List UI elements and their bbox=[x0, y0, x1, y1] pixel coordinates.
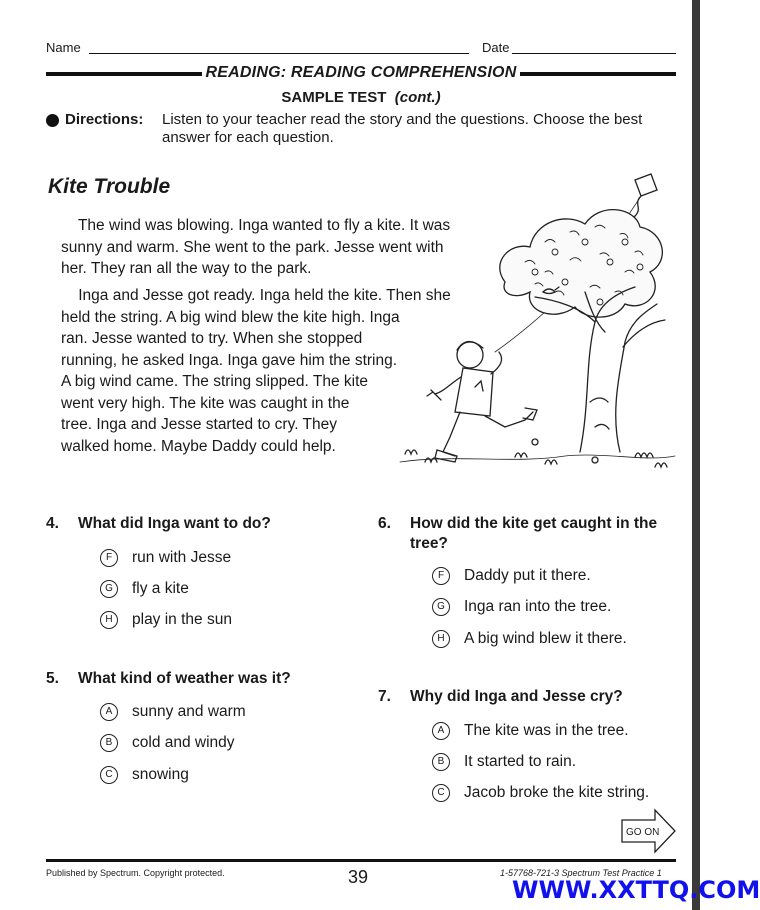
story-paragraph-2 bbox=[61, 285, 451, 457]
story-line: sunny and warm. She went to the park. Jesse went with bbox=[61, 238, 444, 256]
kite-tree-illustration bbox=[395, 172, 680, 477]
directions-label: Directions: bbox=[65, 111, 144, 128]
answer-bubble[interactable]: C bbox=[432, 784, 450, 802]
story-line: her. They ran all the way to the park. bbox=[61, 260, 312, 277]
go-on-label: GO ON bbox=[626, 827, 660, 838]
question-text bbox=[78, 514, 271, 534]
question-text-line: What kind of weather was it? bbox=[78, 670, 291, 687]
answer-text: snowing bbox=[132, 766, 189, 783]
story-line: walked home. Maybe Daddy could help. bbox=[61, 437, 336, 455]
subtitle bbox=[46, 89, 676, 106]
story-paragraph-1 bbox=[61, 215, 450, 280]
answer-bubble[interactable]: A bbox=[432, 722, 450, 740]
footer-publisher: Published by Spectrum. Copyright protected. bbox=[46, 868, 225, 878]
story-line: went very high. The kite was caught in the bbox=[61, 394, 350, 412]
subtitle-cont: (cont.) bbox=[394, 89, 441, 106]
answer-bubble[interactable]: G bbox=[432, 598, 450, 616]
question-number: 6. bbox=[378, 515, 391, 532]
section-title bbox=[46, 64, 676, 84]
story-line: The wind was blowing. Inga wanted to fly a kite. It was bbox=[61, 217, 451, 234]
answer-bubble[interactable]: A bbox=[100, 703, 118, 721]
answer-text: cold and windy bbox=[132, 734, 235, 751]
story-line: ran. Jesse wanted to try. When she stopped bbox=[61, 330, 363, 347]
story-title: Kite Trouble bbox=[48, 175, 171, 198]
question-number: 7. bbox=[378, 688, 391, 705]
story-line: running, he asked Inga. Inga gave him the string. bbox=[61, 351, 398, 369]
date-label: Date bbox=[482, 40, 510, 55]
kite-icon bbox=[635, 174, 657, 196]
directions-text: Listen to your teacher read the story and the questions. Choose the best answer for each question. bbox=[162, 111, 643, 146]
bullet-icon bbox=[46, 114, 59, 127]
question-text-line: How did the kite get caught in the bbox=[410, 515, 658, 532]
answer-bubble[interactable]: F bbox=[432, 567, 450, 585]
question-number: 4. bbox=[46, 515, 59, 532]
story-line: A big wind came. The string slipped. The kite bbox=[61, 373, 369, 390]
question-text-line: What did Inga want to do? bbox=[78, 515, 271, 532]
watermark: WWW.XXTTQ.COM bbox=[512, 876, 760, 904]
answer-bubble[interactable]: C bbox=[100, 766, 118, 784]
question-text bbox=[78, 669, 291, 689]
question-text bbox=[410, 687, 623, 707]
answer-text: The kite was in the tree. bbox=[464, 722, 629, 739]
answer-bubble[interactable]: B bbox=[432, 753, 450, 771]
story-line: held the string. A big wind blew the kite high. Inga bbox=[61, 308, 400, 326]
answer-bubble[interactable]: F bbox=[100, 549, 118, 567]
date-line bbox=[512, 53, 676, 54]
footer-rule bbox=[46, 859, 676, 862]
answer-text: sunny and warm bbox=[132, 703, 246, 720]
story-line: tree. Inga and Jesse started to cry. They bbox=[61, 416, 337, 433]
subtitle-text: SAMPLE TEST bbox=[281, 89, 387, 106]
answer-text: Daddy put it there. bbox=[464, 567, 591, 584]
answer-text: It started to rain. bbox=[464, 753, 576, 770]
question-number: 5. bbox=[46, 670, 59, 687]
question-text bbox=[410, 514, 657, 554]
question-text-line: tree? bbox=[410, 535, 448, 552]
section-title-text: READING: READING COMPREHENSION bbox=[202, 64, 521, 81]
answer-bubble[interactable]: G bbox=[100, 580, 118, 598]
answer-bubble[interactable]: B bbox=[100, 734, 118, 752]
story-line: Inga and Jesse got ready. Inga held the kite. Then she bbox=[61, 287, 451, 304]
answer-text: fly a kite bbox=[132, 580, 189, 597]
answer-bubble[interactable]: H bbox=[432, 630, 450, 648]
footer-isbn: 1-57768-721-3 Spectrum Test Practice 1 bbox=[500, 868, 662, 878]
answer-text: Inga ran into the tree. bbox=[464, 598, 612, 615]
go-on-arrow-icon[interactable] bbox=[621, 809, 677, 853]
answer-bubble[interactable]: H bbox=[100, 611, 118, 629]
page-number: 39 bbox=[348, 867, 369, 887]
answer-text: play in the sun bbox=[132, 611, 232, 628]
answer-text: run with Jesse bbox=[132, 549, 232, 566]
name-line bbox=[89, 53, 469, 54]
name-label: Name bbox=[46, 40, 81, 55]
answer-text: A big wind blew it there. bbox=[464, 630, 627, 647]
question-text-line: Why did Inga and Jesse cry? bbox=[410, 688, 623, 705]
answer-text: Jacob broke the kite string. bbox=[464, 784, 650, 801]
